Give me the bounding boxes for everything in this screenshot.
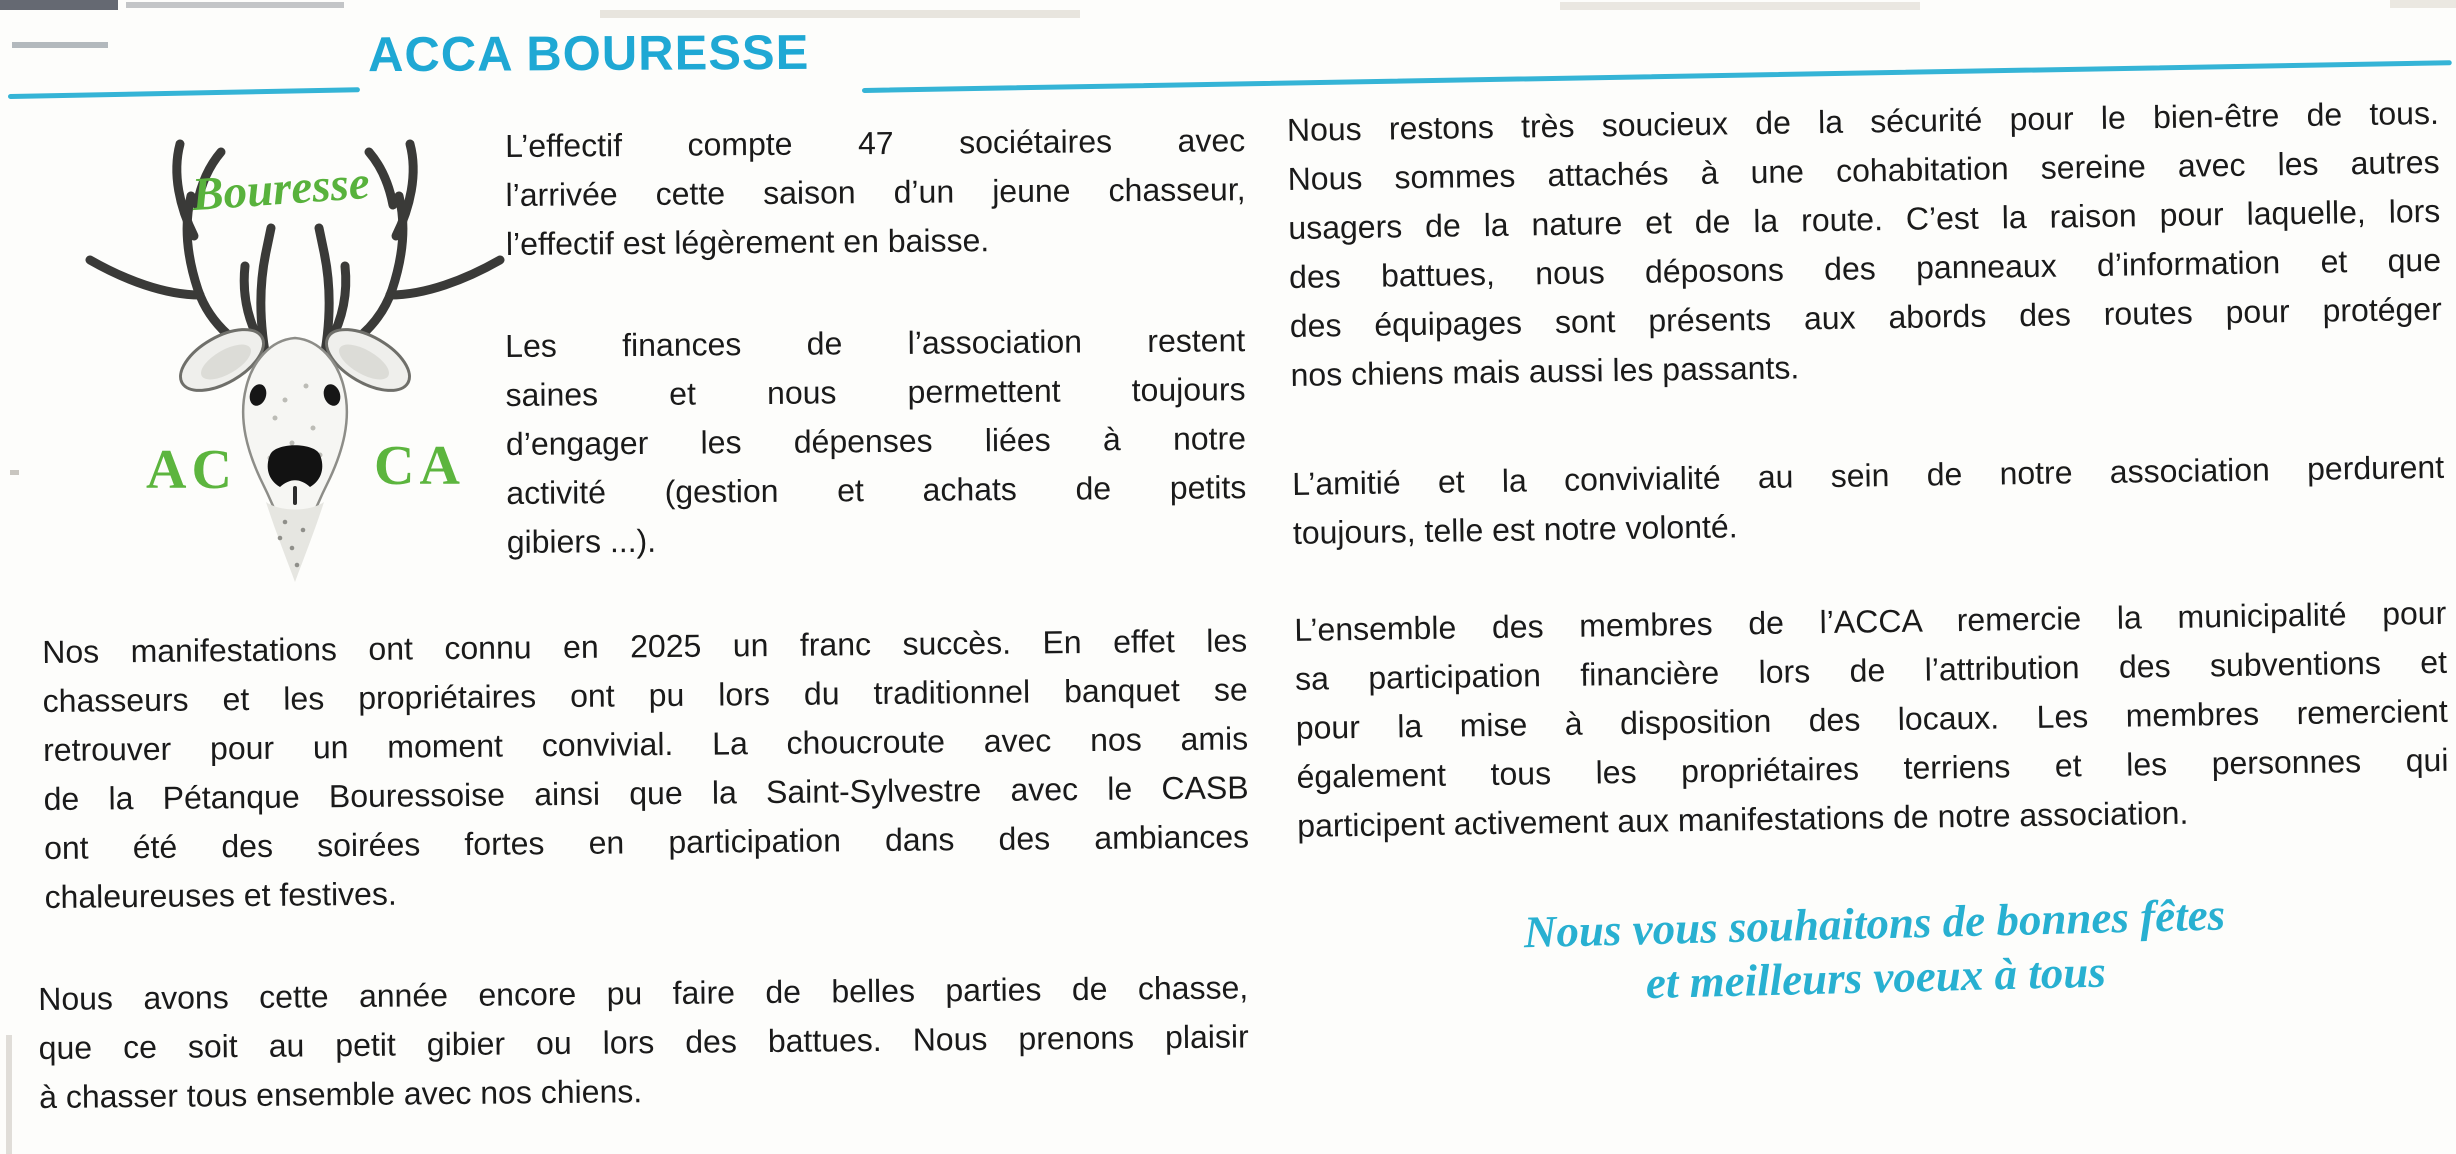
page-title: ACCA BOURESSE [367, 25, 810, 83]
paragraph-chasse [38, 963, 1249, 1122]
paragraph-line: ont été des soirées fortes en participation dans des ambiances [43, 818, 1250, 866]
paragraph-line: chaleureuses et festives. [44, 875, 397, 915]
paragraph-line: L’effectif compte 47 sociétaires avec [505, 122, 1246, 164]
paragraph-line: Nos manifestations ont connu en 2025 un franc succès. En effet les [42, 622, 1248, 670]
paragraph-line: que ce soit au petit gibier ou lors des battues. Nous prenons plaisir [38, 1018, 1249, 1066]
logo-acronym-left: AC [146, 439, 237, 501]
paragraph-line: d’engager les dépenses liées à notre [505, 420, 1247, 462]
closing-wishes-line: et meilleurs voeux à tous [1645, 946, 2107, 1009]
paragraph-line: L’ensemble des membres de l’ACCA remercie la municipalité pour [1294, 594, 2447, 648]
logo-acronym-right: CA [374, 435, 465, 497]
scan-artifact [600, 10, 1080, 18]
paragraph-line: l’effectif est légèrement en baisse. [505, 222, 990, 262]
paragraph-finances [505, 316, 1247, 567]
paragraph-line: l’arrivée cette saison d’un jeune chasseur, [505, 171, 1246, 213]
scan-artifact [12, 42, 108, 48]
paragraph-line: chasseurs et les propriétaires ont pu lors du traditionnel banquet se [42, 671, 1248, 719]
logo-village-name: Bouresse [190, 156, 372, 222]
paragraph-line: des équipages sont présents aux abords des routes pour protéger [1289, 290, 2442, 344]
paragraph-line: toujours, telle est notre volonté. [1292, 508, 1738, 551]
closing-wishes [1298, 882, 2452, 1019]
paragraph-line: à chasser tous ensemble avec nos chiens. [38, 1073, 643, 1115]
paragraph-effectif [505, 116, 1246, 269]
header-rule-left [8, 87, 360, 99]
paragraph-manifestations [42, 616, 1250, 922]
scan-artifact [0, 0, 118, 10]
paragraph-line: saines et nous permettent toujours [505, 371, 1246, 413]
paragraph-amitie [1292, 443, 2445, 558]
paragraph-line: retrouver pour un moment convivial. La choucroute avec nos amis [42, 720, 1249, 768]
paragraph-line: de la Pétanque Bouressoise ainsi que la Saint-Sylvestre avec le CASB [43, 769, 1249, 817]
paragraph-line: participent activement aux manifestations de notre association. [1296, 794, 2189, 844]
paragraph-line: usagers de la nature et de la route. C’est la raison pour laquelle, lors [1288, 192, 2441, 246]
paragraph-line: également tous les propriétaires terriens et les personnes qui [1296, 741, 2449, 795]
right-column [1285, 0, 2454, 1154]
paragraph-line: activité (gestion et achats de petits [506, 469, 1247, 511]
paragraph-securite [1287, 89, 2443, 400]
paragraph-line: gibiers ...). [506, 522, 657, 560]
paragraph-line: Les finances de l’association restent [505, 322, 1246, 364]
paragraph-line: des battues, nous déposons des panneaux d’information et que [1288, 241, 2442, 295]
paragraph-line: nos chiens mais aussi les passants. [1290, 349, 1800, 393]
closing-wishes-line: Nous vous souhaitons de bonnes fêtes [1523, 889, 2226, 958]
acca-deer-logo [70, 110, 510, 630]
scan-artifact [126, 2, 344, 8]
paragraph-line: Nous avons cette année encore pu faire de belles parties de chasse, [38, 969, 1249, 1017]
scan-artifact [10, 470, 19, 475]
scan-artifact [6, 1035, 12, 1154]
paragraph-remerciements [1294, 589, 2450, 851]
paragraph-line: pour la mise à disposition des locaux. Les membres remercient [1295, 692, 2448, 746]
paragraph-line: sa participation financière lors de l’attribution des subventions et [1294, 643, 2448, 697]
paragraph-line: Nous sommes attachés à une cohabitation sereine avec les autres [1287, 143, 2440, 197]
paragraph-line: Nous restons très soucieux de la sécurité pour le bien-être de tous. [1286, 94, 2440, 148]
paragraph-line: L’amitié et la convivialité au sein de notre association perdurent [1291, 448, 2445, 502]
